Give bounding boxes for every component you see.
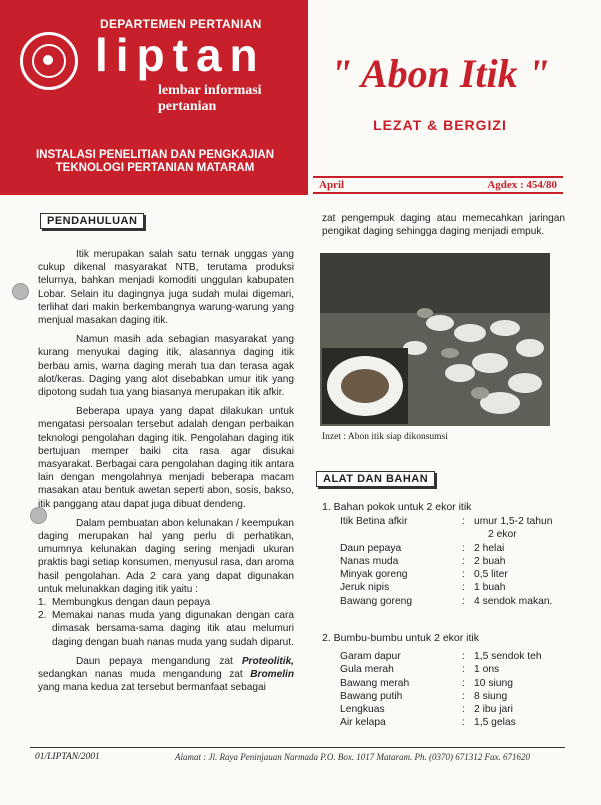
table-row: Daun pepaya : 2 helai: [340, 542, 505, 554]
list-item: 1. Membungkus dengan daun pepaya: [38, 597, 211, 609]
table-row: Garam dapur : 1,5 sendok teh: [340, 651, 542, 662]
table-row: Lengkuas : 2 ibu jari: [340, 704, 513, 716]
intro-paragraph: Namun masih ada sebagian masyarakat yang kurang menyukai daging itik, alasannya daging itik berbau amis, warna daging merah tua dan terasa agak alot/keras. Daging yang alot disebabkan umur itik yang dipotong sudah tua yang biasanya merupakan itik afkir.: [38, 334, 294, 399]
table-row: Gula merah : 1 ons: [340, 664, 500, 676]
bahan-pokok-table: [340, 515, 566, 608]
intro-text-column: [38, 248, 294, 695]
bahan-pokok-heading: 1. Bahan pokok untuk 2 ekor itik: [322, 501, 472, 513]
photo-illustration: [320, 253, 550, 426]
table-row: Bawang goreng : 4 sendok makan.: [340, 595, 553, 607]
ministry-logo: [20, 32, 78, 90]
document-title: " Abon Itik ": [330, 51, 550, 96]
ducks-photo: [320, 253, 550, 426]
table-row: 2 ekor: [488, 529, 517, 541]
footer-address: Alamat : Jl. Raya Peninjauan Narmada P.O. Box. 1017 Mataram. Ph. (0370) 671312 Fax. 671620: [175, 752, 531, 762]
footer-divider: [30, 747, 565, 748]
department-name: DEPARTEMEN PERTANIAN: [100, 17, 262, 31]
brand-name: liptan: [95, 29, 266, 81]
intro-paragraph: Dalam pembuatan abon kelunakan / keempukan daging merupakan hal yang perlu di perhatikan, umumnya kelunakan daging sering menjadi ukuran praktis bagi setiap konsumen, menyusul rasa, dan aroma hasil pengolahan. Ada 2 cara yang dapat digunakan untuk melunakkan daging itik yaitu :: [38, 517, 294, 595]
bumbu-heading: 2. Bumbu-bumbu untuk 2 ekor itik: [322, 632, 479, 644]
intro-continuation: zat pengempuk daging atau memecahkan jaringan pengikat daging sehingga daging menjadi empuk.: [322, 213, 565, 238]
table-row: Jeruk nipis : 1 buah: [340, 582, 506, 594]
intro-paragraph: Daun pepaya mengandung zat Proteolitik, sedangkan nanas muda mengandung zat Bromelin yang mana kedua zat tersebut bermanfaat sebagai: [38, 655, 294, 694]
document-tagline: LEZAT & BERGIZI: [373, 117, 507, 133]
table-row: Bawang putih : 8 siung: [340, 690, 508, 702]
intro-paragraph: Beberapa upaya yang dapat dilakukan untuk mengatasi persoalan tersebut adalah dengan perbaikan teknologi pengolahan daging itik. Pengolahan daging itik bertujuan memper baiki cita rasa agar disukai masyarakat. Berbagai cara pengolahan daging itik antara lain dengan mengolahnya menjadi beberapa macam masakan atau bentuk awetan seperti abon, sosis, bakso, itik panggang atau dapat juga dibuat dendeng.: [38, 406, 294, 510]
header-banner: [0, 0, 308, 195]
intro-paragraph: Itik merupakan salah satu ternak unggas yang cukup dikenal masyarakat NTB, terutama produksi telurnya, bahkan menjadi komoditi unggulan kabupaten Lobar. Selain itu dagingnya juga sudah mulai digemari, terlihat dari makin berkembangnya warung-warung yang menjual masakan daging itik.: [38, 249, 294, 327]
brand-subtitle-line1: lembar informasi: [158, 83, 262, 98]
bumbu-table: [340, 650, 566, 730]
method-list: [38, 596, 294, 649]
table-row: Nanas muda : 2 buah: [340, 555, 506, 567]
table-row: Itik Betina afkir : umur 1,5-2 tahun: [340, 516, 553, 527]
photo-caption: Inzet : Abon itik siap dikonsumsi: [322, 432, 448, 442]
table-row: Minyak goreng : 0,5 liter: [340, 569, 508, 581]
issue-agdex: Agdex : 454/80: [487, 179, 557, 191]
section-heading-pendahuluan: PENDAHULUAN: [40, 213, 144, 229]
institution-line2: TEKNOLOGI PERTANIAN MATARAM: [55, 162, 255, 174]
table-row: Air kelapa : 1,5 gelas: [340, 717, 516, 729]
footer-code: 01/LIPTAN/2001: [35, 752, 100, 762]
list-item: 2. Memakai nanas muda yang digunakan dengan cara dimasak bersama-sama daging itik atau melumuri daging dengan buah nanas muda yang sudah diparut.: [38, 610, 294, 648]
issue-bar: [313, 176, 563, 194]
section-heading-alat-bahan: ALAT DAN BAHAN: [316, 471, 435, 487]
table-row: Bawang merah : 10 siung: [340, 677, 513, 689]
punch-hole: [12, 283, 29, 300]
institution-line1: INSTALASI PENELITIAN DAN PENGKAJIAN: [35, 149, 275, 161]
issue-month: April: [319, 179, 345, 191]
brand-subtitle-line2: pertanian: [158, 99, 217, 114]
